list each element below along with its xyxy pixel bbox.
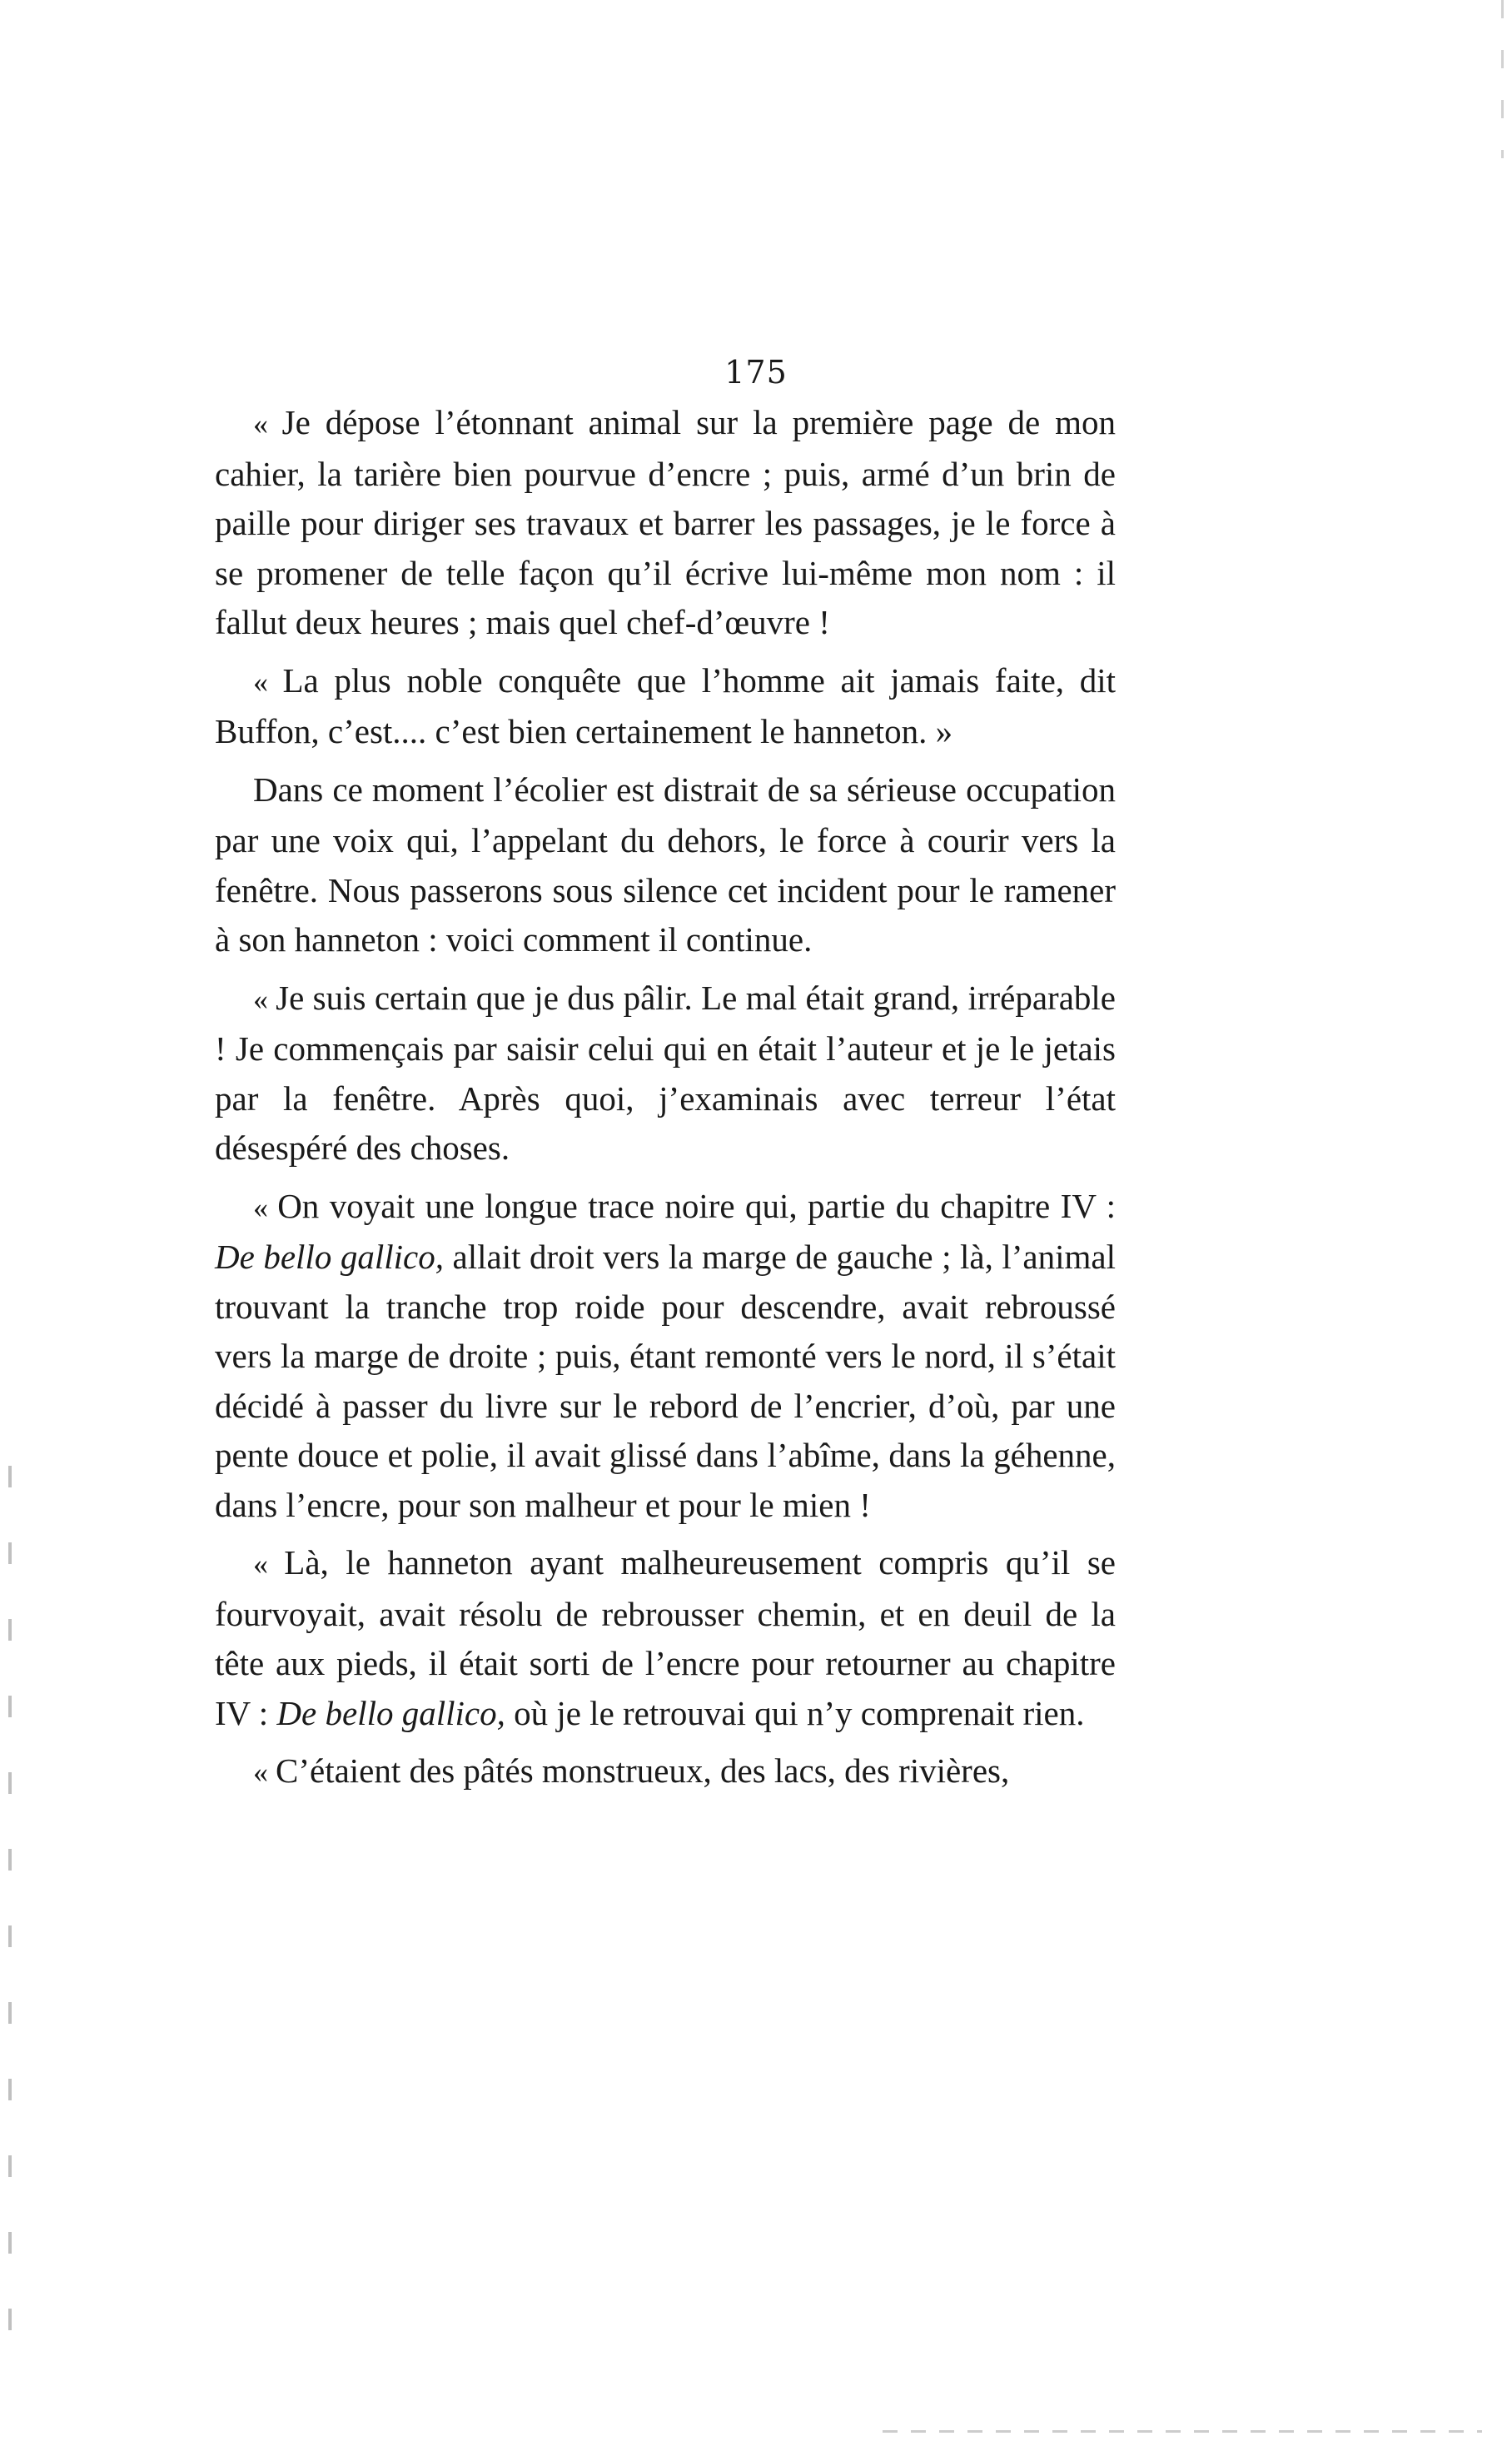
paragraph-text: Je suis certain que je dus pâlir. Le mal était grand, irréparable ! Je commençais par saisir celui qui en était l’auteur et je le jetais par la fenêtre. Après quoi, j’examinais avec terreur l’état désespéré des choses. xyxy=(215,978,1116,1167)
paragraph-text: La plus noble conquête que l’homme ait jamais faite, dit Buffon, c’est.... c’est bien certainement le hanneton. » xyxy=(215,660,1116,750)
opening-quote: « xyxy=(253,665,283,699)
scan-edge-marks-right xyxy=(1501,0,1504,158)
paragraph xyxy=(215,765,1116,965)
italic-title: De bello gallico, xyxy=(276,1693,505,1732)
opening-quote: « xyxy=(253,982,276,1016)
body-text xyxy=(215,398,1116,1798)
paragraph xyxy=(215,1182,1116,1531)
paragraph-text: Je dépose l’étonnant animal sur la première page de mon cahier, la tarière bien pourvue d’encre ; puis, armé d’un brin de paille pour diriger ses travaux et barrer les passages, je le force à se promener de telle façon qu’il écrive lui-même mon nom : il fallut deux heures ; mais quel chef-d’œuvre ! xyxy=(215,403,1117,641)
paragraph xyxy=(215,1746,1116,1798)
paragraph xyxy=(215,398,1116,648)
paragraph xyxy=(215,656,1116,757)
page-number: 175 xyxy=(724,354,788,391)
scan-edge-marks-left xyxy=(8,1466,12,2382)
opening-quote: « xyxy=(253,407,282,441)
paragraph-text: Dans ce moment l’écolier est distrait de sa sérieuse occupation par une voix qui, l’appelant du dehors, le force à courir vers la fenêtre. Nous passerons sous silence cet incident pour le ramener à son hanneton : voici comment il continue. xyxy=(215,770,1116,959)
paragraph-text: On voyait une longue trace noire qui, partie du chapitre IV : xyxy=(277,1186,1117,1225)
opening-quote: « xyxy=(253,1756,276,1789)
italic-title: De bello gallico, xyxy=(215,1238,444,1276)
paragraph-text: allait droit vers la marge de gauche ; là, l’animal trouvant la tranche trop roide pour descendre, avait rebroussé vers la marge de droite ; puis, étant remonté vers le nord, il s’était décidé à passer du livre sur le rebord de l’encrier, d’où, par une pente douce et polie, il avait glissé dans l’abîme, dans la géhenne, dans l’encre, pour son malheur et pour le mien ! xyxy=(215,1238,1116,1524)
scan-bottom-marks xyxy=(883,2430,1482,2433)
paragraph xyxy=(215,1538,1116,1738)
paragraph xyxy=(215,974,1116,1173)
paragraph-text: où je le retrouvai qui n’y comprenait rien. xyxy=(505,1693,1085,1732)
opening-quote: « xyxy=(253,1547,285,1581)
opening-quote: « xyxy=(253,1190,278,1224)
paragraph-text: C’étaient des pâtés monstrueux, des lacs, des rivières, xyxy=(276,1751,1010,1790)
paragraph-text: Là, le hanneton ayant malheureusement compris qu’il se fourvoyait, avait résolu de rebrousser chemin, et en deuil de la tête aux pieds, il était sorti de l’encre pour retourner au chapitre IV : xyxy=(215,1543,1116,1732)
